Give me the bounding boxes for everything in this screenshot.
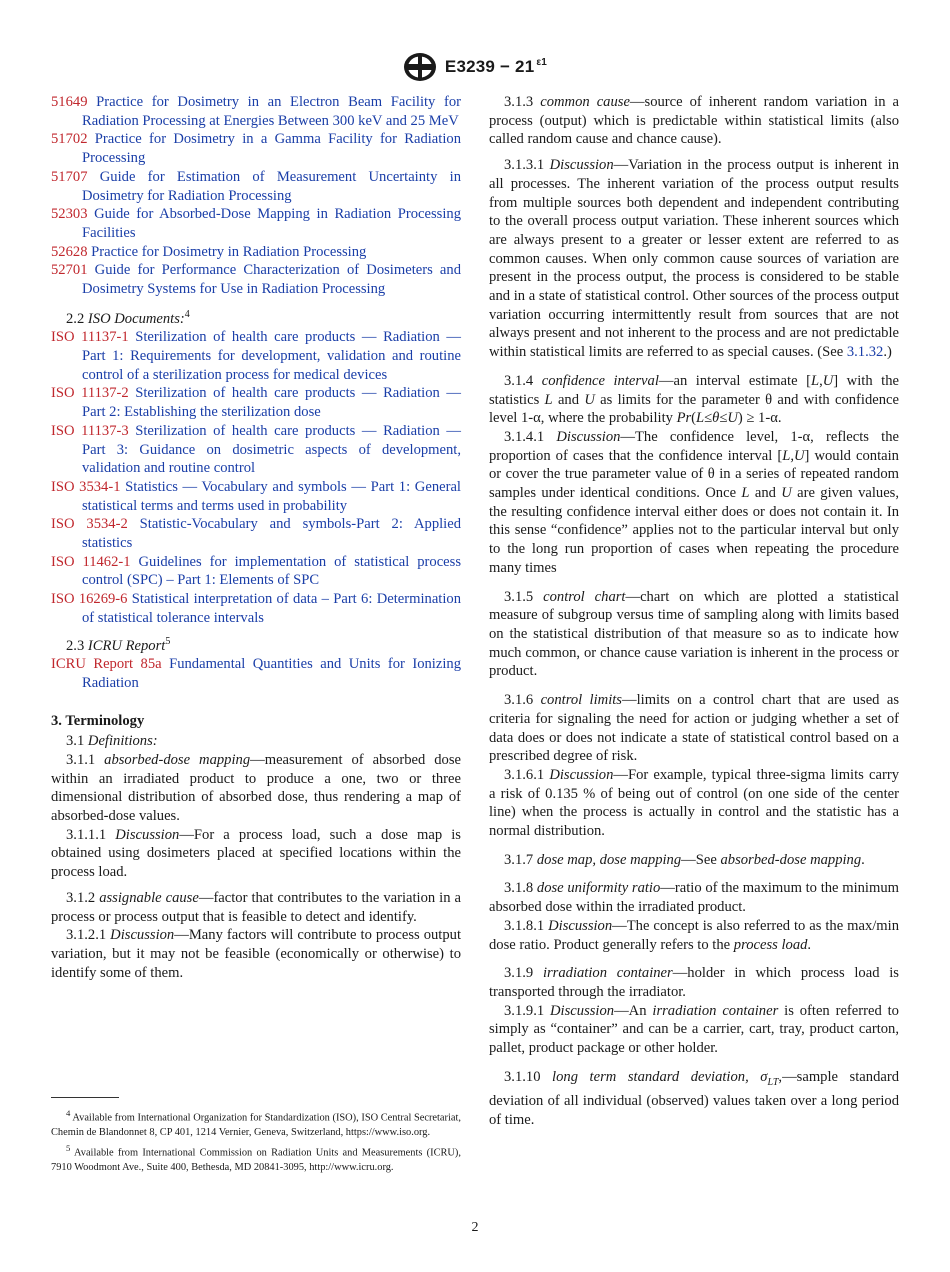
definition-3-1-8: 3.1.8 dose uniformity ratio—ratio of the maximum to the minimum absorbed dose within the irradiated product. xyxy=(489,880,899,916)
definition-3-1-3-1: 3.1.3.1 Discussion—Variation in the process output is inherent in all processes. The inherent variation of the process output results from multiple sources both dependent and independent contributing to the overall process output variation. These inherent sources which are always present to a greater or lesser extent are referred to as common causes. When only common cause sources of variation are present in the process output, the process is considered to be stable and in a state of statistical control. Other sources of the process output variation occurring intermittently result from sources that are not always present and not inherent to the process and are not predictable within statistical limits are referred to as special causes. (See 3.1.32.) xyxy=(489,157,899,361)
reference-item xyxy=(51,243,461,262)
footnote-divider xyxy=(51,1097,119,1098)
icru-reference-list xyxy=(51,655,461,692)
reference-item xyxy=(51,205,461,242)
reference-code-link[interactable]: ISO 11137-2 xyxy=(51,385,129,402)
definition-3-1-4-1: 3.1.4.1 Discussion—The confidence level, 1-α, reflects the proportion of cases that the confidence interval [L,U] would contain or cover the true parameter value of θ in a series of repeated random samples under identical conditions. Once L and U are given values, the resulting confidence interval either does or does not contain it. In this sense “confidence” applies not to the particular interval but only to the long run proportion of cases when repeating the procedure many times xyxy=(489,428,899,576)
reference-title-link[interactable]: Guidelines for implementation of statistical process control (SPC) – Part 1: Elements of SPC xyxy=(82,553,462,589)
page-number: 2 xyxy=(471,1220,479,1235)
definition-3-1-2-1: 3.1.2.1 Discussion—Many factors will contribute to process output variation, but it may not be feasible (economically or otherwise) to identify some of them. xyxy=(51,927,461,981)
definition-3-1-4: 3.1.4 confidence interval—an interval estimate [L,U] with the statistics L and U as limits for the parameter θ and with confidence level 1-α, where the probability Pr(L≤θ≤U) ≥ 1-α. xyxy=(489,372,900,427)
section-title: 3. Terminology xyxy=(51,712,145,729)
astm-logo-icon xyxy=(403,52,437,82)
reference-title-link[interactable]: Practice for Dosimetry in an Electron Beam Facility for Radiation Processing at Energies Between 300 keV and 25 MeV xyxy=(82,94,461,129)
reference-item xyxy=(51,261,461,298)
definition-3-1-7: 3.1.7 dose map, dose mapping—See absorbed-dose mapping. xyxy=(504,851,865,868)
definition-3-1-5: 3.1.5 control chart—chart on which are plotted a statistical measure of subgroup versus time of sampling along with limits based on the statistical distribution of that measure so as to indicate how much common, or chance cause variation is inherent in the process or product. xyxy=(489,588,899,680)
footnote-4: $^4$ Available from International Organization for Standardization (ISO), ISO Central Secretariat, Chemin de Blandonnet 8, CP 401, 1214 Vernier, Geneva, Switzerland, https://www.iso.org. xyxy=(51,1108,461,1139)
reference-item xyxy=(51,422,461,478)
reference-title-link[interactable]: Statistics — Vocabulary and symbols — Part 1: General statistical terms and terms used in probability xyxy=(82,478,461,514)
reference-code-link[interactable]: ISO 11137-3 xyxy=(51,422,129,439)
definition-3-1-8-1: 3.1.8.1 Discussion—The concept is also referred to as the max/min dose ratio. Product generally refers to the process load. xyxy=(489,917,899,953)
cross-reference-link[interactable]: 3.1.32 xyxy=(846,344,884,361)
definition-3-1: 3.1 Definitions: xyxy=(66,733,158,750)
footnote-5: $^5$ Available from International Commission on Radiation Units and Measurements (ICRU), 7910 Woodmont Ave., Suite 400, Bethesda, MD 20841-3095, http://www.icru.org. xyxy=(51,1142,461,1173)
left-column xyxy=(51,93,461,982)
reference-item xyxy=(51,328,461,384)
reference-code-link[interactable]: 52701 xyxy=(51,262,88,279)
reference-title-link[interactable]: Guide for Estimation of Measurement Uncertainty in Dosimetry for Radiation Processing xyxy=(82,168,461,204)
reference-title-link[interactable]: Statistic-Vocabulary and symbols-Part 2: Applied statistics xyxy=(82,516,461,552)
reference-item xyxy=(51,553,461,590)
definition-3-1-1-1: 3.1.1.1 Discussion—For a process load, such a dose map is obtained using dosimeters placed at specified locations within the process load. xyxy=(51,826,461,881)
reference-code-link[interactable]: 52628 xyxy=(51,243,88,260)
reference-title-link[interactable]: Sterilization of health care products — Radiation — Part 3: Guidance on dosimetric aspects of development, validation and routine control xyxy=(82,422,461,477)
reference-item xyxy=(51,478,461,515)
definition-3-1-9: 3.1.9 irradiation container—holder in which process load is transported through the irradiator. xyxy=(489,965,899,1000)
reference-item xyxy=(51,655,461,692)
definition-3-1-6-1: 3.1.6.1 Discussion—For example, typical three-sigma limits carry a risk of 0.135 % of being out of control (on one side of the center line) when the process is actually in control and the statistic has a normal distribution. xyxy=(489,766,899,840)
reference-item xyxy=(51,590,461,627)
icru-report-heading: 2.3 ICRU Report$^5$ xyxy=(66,635,171,654)
definition-3-1-3: 3.1.3 common cause—source of inherent random variation in a process (output) which is predictable within statistical limits (also called random cause and chance cause). xyxy=(489,94,899,148)
reference-code-link[interactable]: ISO 3534-2 xyxy=(51,516,128,533)
astm-reference-list xyxy=(51,93,461,299)
reference-item xyxy=(51,130,461,167)
reference-item xyxy=(51,515,461,552)
reference-code-link[interactable]: 51649 xyxy=(51,94,88,110)
definition-3-1-1: 3.1.1 absorbed-dose mapping—measurement of absorbed dose within an irradiated product to produce a one, two or three dimensional distribution of absorbed dose, thus rendering a map of absorbed-dose values. xyxy=(51,751,461,825)
document-id: E3239 − 21 $^{\varepsilon 1}$ xyxy=(444,57,548,76)
reference-code-link[interactable]: ICRU Report 85a xyxy=(51,656,162,673)
reference-item xyxy=(51,93,461,130)
reference-code-link[interactable]: ISO 11462-1 xyxy=(51,553,131,570)
reference-code-link[interactable]: ISO 3534-1 xyxy=(51,478,121,495)
reference-code-link[interactable]: 51707 xyxy=(51,168,88,185)
definition-3-1-2: 3.1.2 assignable cause—factor that contributes to the variation in a process or process output that is feasible to detect and identify. xyxy=(51,889,461,925)
reference-title-link[interactable]: Practice for Dosimetry in Radiation Processing xyxy=(91,243,367,260)
reference-code-link[interactable]: ISO 11137-1 xyxy=(51,329,129,346)
page-header xyxy=(0,52,950,82)
reference-title-link[interactable]: Guide for Absorbed-Dose Mapping in Radiation Processing Facilities xyxy=(82,206,461,241)
definition-3-1-6: 3.1.6 control limits—limits on a control chart that are used as criteria for signaling the need for action or judging whether a set of data does or does not indicate a state of statistical control based on a prescribed degree of risk. xyxy=(489,692,899,765)
reference-title-link[interactable]: Sterilization of health care products — Radiation — Part 1: Requirements for development, validation and routine control of a sterilization process for medical devices xyxy=(82,329,461,383)
reference-title-link[interactable]: Fundamental Quantities and Units for Ionizing Radiation xyxy=(82,656,461,691)
reference-item xyxy=(51,168,461,205)
reference-title-link[interactable]: Sterilization of health care products — Radiation — Part 2: Establishing the sterilization dose xyxy=(82,385,461,421)
footnotes xyxy=(51,1106,461,1175)
reference-title-link[interactable]: Guide for Performance Characterization of Dosimeters and Dosimetry Systems for Use in Radiation Processing xyxy=(82,262,461,298)
iso-reference-list xyxy=(51,328,461,627)
reference-title-link[interactable]: Practice for Dosimetry in a Gamma Facility for Radiation Processing xyxy=(82,131,461,167)
definition-3-1-9-1: 3.1.9.1 Discussion—An irradiation container is often referred to simply as “container” and can be a carrier, cart, tray, product carton, pallet, product package or other holder. xyxy=(489,1002,899,1057)
right-column xyxy=(489,93,899,1130)
iso-documents-heading: 2.2 ISO Documents:$^4$ xyxy=(66,308,190,327)
definition-3-1-10: 3.1.10 long term standard deviation, $\sigma_{LT},—sample$ standard deviation of all individual (observed) values taken over a long period of time. xyxy=(489,1068,899,1129)
reference-code-link[interactable]: 52303 xyxy=(51,206,88,223)
reference-item xyxy=(51,384,461,421)
reference-code-link[interactable]: ISO 16269-6 xyxy=(51,591,128,608)
reference-code-link[interactable]: 51702 xyxy=(51,131,88,148)
reference-title-link[interactable]: Statistical interpretation of data – Part 6: Determination of statistical tolerance intervals xyxy=(82,591,461,626)
